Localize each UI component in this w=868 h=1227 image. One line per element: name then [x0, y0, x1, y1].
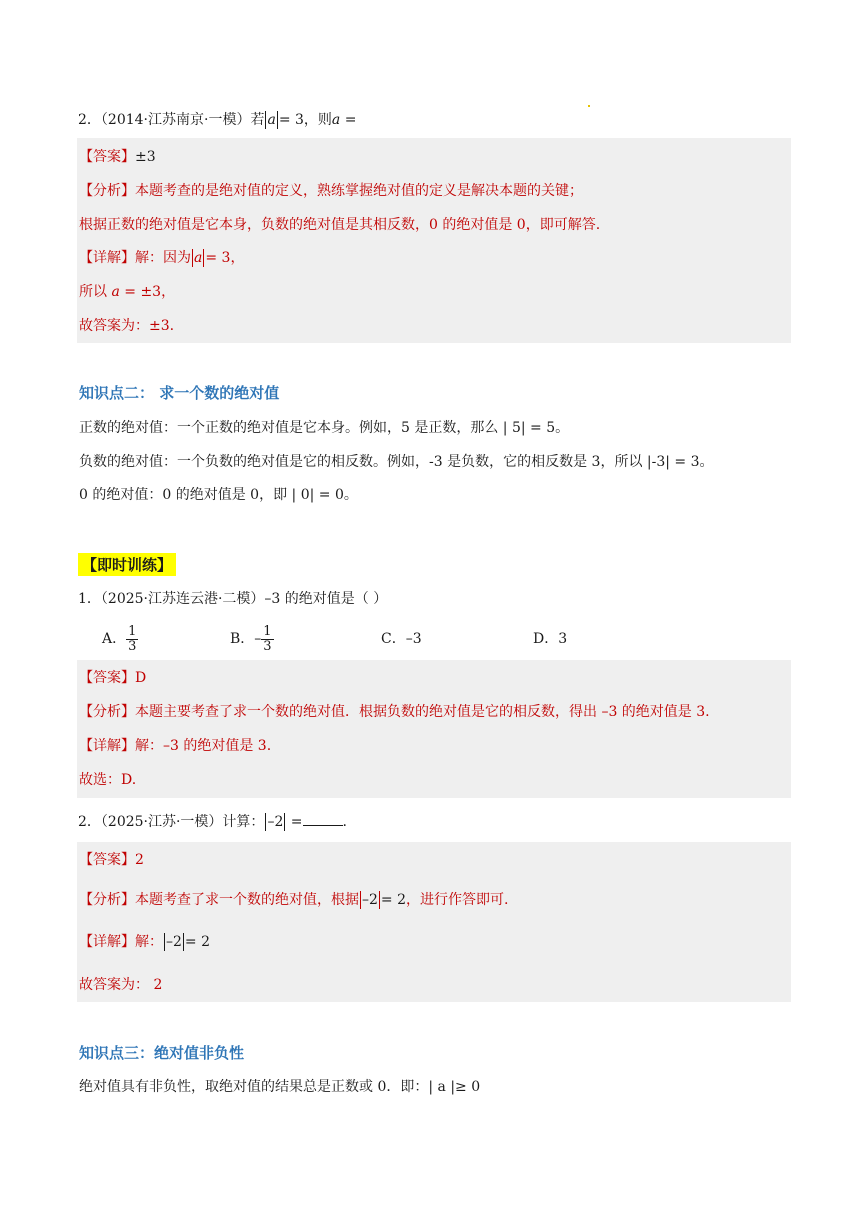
numerator: 1 — [263, 623, 272, 639]
section-title-3: 知识点三：绝对值非负性 — [79, 1044, 245, 1062]
math-value: –2 — [267, 814, 284, 830]
detail-line — [79, 932, 210, 952]
answer-box-1 — [77, 138, 791, 343]
answer-line — [79, 850, 144, 870]
math-variable: a — [194, 250, 203, 266]
detail-text: 解：–3 的绝对值是 3. — [135, 738, 272, 754]
numerator: 1 — [128, 623, 137, 639]
math-equation: = 2 — [184, 934, 211, 950]
math-value: –2 — [362, 892, 378, 908]
math-variable: a — [267, 112, 276, 128]
question-end: . — [342, 814, 347, 830]
section-2-line-2: 负数的绝对值：一个负数的绝对值是它的相反数。例如，-3 是负数，它的相反数是 3，所以 |-3| = 3。 — [79, 454, 714, 470]
answer-tag: 【答案】 — [79, 149, 135, 165]
answer-blank[interactable] — [303, 811, 343, 826]
final-answer-line: 故答案为：±3. — [79, 318, 175, 334]
analysis-tag: 【分析】 — [79, 892, 135, 908]
analysis-text: 本题考查了求一个数的绝对值，根据 — [135, 892, 359, 908]
section-2-line-3: 0 的绝对值：0 的绝对值是 0，即 | 0| = 0。 — [79, 487, 358, 503]
so-line — [79, 282, 175, 302]
analysis-tag: 【分析】 — [79, 704, 135, 720]
analysis-line — [79, 890, 508, 910]
denominator: 3 — [263, 638, 272, 654]
detail-line — [79, 736, 271, 756]
denominator: 3 — [128, 638, 137, 654]
answer-box-2 — [77, 660, 791, 798]
analysis-tail: ，进行作答即可. — [406, 892, 509, 908]
math-equation: = 2 — [380, 892, 407, 908]
option-d: D．3 — [533, 631, 568, 647]
final-answer-line: 故选：D. — [79, 772, 137, 788]
detail-tag: 【详解】 — [79, 250, 135, 266]
answer-tag: 【答案】 — [79, 670, 135, 686]
option-c: C．–3 — [381, 631, 422, 647]
answer-line — [79, 147, 156, 167]
fraction — [126, 625, 138, 654]
final-answer-line: 故答案为： 2 — [79, 977, 163, 993]
question-2-stem — [78, 110, 356, 130]
analysis-text: 本题主要考查了求一个数的绝对值．根据负数的绝对值是它的相反数，得出 –3 的绝对值是 3. — [135, 704, 710, 720]
option-label: B．– — [230, 631, 262, 647]
fraction — [261, 625, 273, 654]
detail-text: 解：因为 — [135, 250, 191, 266]
decorative-dot — [588, 105, 590, 107]
training-badge: 【即时训练】 — [78, 553, 176, 576]
question-1-stem: 1．（2025·江苏连云港·二模）–3 的绝对值是（ ） — [78, 591, 388, 607]
math-equation: = — [286, 814, 303, 830]
analysis-line — [79, 702, 710, 722]
detail-line — [79, 248, 244, 268]
analysis-tag: 【分析】 — [79, 183, 135, 199]
section-3-line-1: 绝对值具有非负性，取绝对值的结果总是正数或 0．即：| a |≥ 0 — [79, 1079, 481, 1095]
analysis-line — [79, 181, 583, 201]
answer-value: ±3 — [135, 149, 156, 165]
answer-tag: 【答案】 — [79, 852, 135, 868]
analysis-line-2: 根据正数的绝对值是它本身，负数的绝对值是其相反数，0 的绝对值是 0，即可解答. — [79, 217, 601, 233]
answer-box-3 — [77, 842, 791, 1002]
answer-value: D — [135, 670, 147, 686]
question-number: 2． — [78, 112, 101, 128]
math-equation: = 3， — [205, 250, 245, 266]
section-2-line-1: 正数的绝对值：一个正数的绝对值是它本身。例如，5 是正数，那么 | 5| = 5。 — [79, 420, 570, 436]
math-variable: a — [111, 284, 120, 300]
question-2b-stem — [78, 811, 347, 832]
analysis-text: 本题考查的是绝对值的定义，熟练掌握绝对值的定义是解决本题的关键； — [135, 183, 583, 199]
option-label: A． — [102, 631, 127, 647]
section-title-2: 知识点二： 求一个数的绝对值 — [79, 384, 280, 402]
detail-text: 解： — [135, 934, 163, 950]
option-b — [230, 622, 274, 656]
detail-tag: 【详解】 — [79, 738, 135, 754]
option-a — [102, 622, 138, 656]
math-value: –2 — [166, 934, 182, 950]
answer-line — [79, 668, 146, 688]
so-prefix: 所以 — [79, 284, 112, 300]
answer-value: 2 — [135, 852, 144, 868]
math-equation: = — [340, 112, 357, 128]
question-prefix: 2．（2025·江苏·一模）计算： — [78, 814, 265, 830]
math-equation: = ±3， — [119, 284, 176, 300]
detail-tag: 【详解】 — [79, 934, 135, 950]
math-equation: = 3，则 — [278, 112, 332, 128]
question-source: （2014·江苏南京·一模）若 — [100, 112, 265, 128]
math-variable: a — [331, 112, 341, 128]
